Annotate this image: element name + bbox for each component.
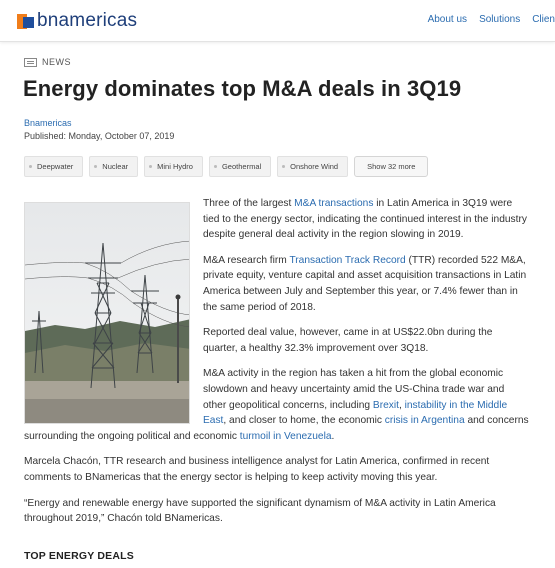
text: Reported deal value, however, came in at US$22.0bn during the quarter, a healthy 32.3% improvement over 3Q18. — [203, 327, 493, 354]
text: . — [331, 430, 335, 442]
article-title: Energy dominates top M&A deals in 3Q19 — [23, 76, 462, 101]
article-body — [24, 196, 529, 537]
link-turmoil-venezuela[interactable]: turmoil in Venezuela — [239, 430, 332, 442]
paragraph-5 — [24, 454, 529, 485]
show-more-tags-button[interactable]: Show 32 more — [354, 156, 428, 177]
link-brexit[interactable]: Brexit — [372, 399, 399, 411]
paragraph-4 — [24, 366, 529, 444]
tag-list — [24, 156, 428, 177]
paragraph-6 — [24, 496, 529, 527]
tag-mini-hydro[interactable]: Mini Hydro — [144, 156, 203, 177]
text: , and closer to home, the economic — [223, 415, 385, 427]
nav-solutions[interactable]: Solutions — [479, 14, 521, 25]
image-float-spacer — [24, 366, 203, 422]
text: M&A activity in the region has taken a hit from the global economic slowdown and heavy uncertainty amid the US-China trade war and other geopolitical concerns, including — [203, 368, 505, 411]
nav-about-us[interactable]: About us — [427, 14, 468, 25]
logo-mark-icon — [17, 14, 34, 29]
logo-text: bnamericas — [37, 10, 138, 31]
paragraph-3 — [203, 325, 529, 356]
text: , — [398, 399, 405, 411]
newspaper-icon — [24, 58, 37, 67]
article-author-link[interactable]: Bnamericas — [24, 118, 72, 128]
published-date: Published: Monday, October 07, 2019 — [24, 131, 175, 141]
nav-clients[interactable]: Clien — [532, 14, 555, 25]
top-bar — [0, 0, 555, 42]
section-label-text: NEWS — [42, 57, 71, 67]
tag-onshore-wind[interactable]: Onshore Wind — [277, 156, 348, 177]
section-subheading: TOP ENERGY DEALS — [24, 550, 134, 562]
text: Three of the largest — [203, 198, 295, 209]
bnamericas-logo[interactable] — [17, 10, 137, 32]
top-nav — [428, 14, 555, 25]
link-crisis-argentina[interactable]: crisis in Argentina — [384, 415, 465, 427]
paragraph-2 — [203, 253, 529, 315]
text: “Energy and renewable energy have supported the significant dynamism of M&A activity in Latin America throughout 2019,” Chacón told BNamericas. — [24, 497, 496, 525]
paragraph-1 — [203, 196, 529, 243]
text: in Latin America in 3Q19 were tied to the energy sector, indicating the continued interest in the industry despite general deal activity in the region slowing in 2019. — [203, 198, 527, 241]
tag-deepwater[interactable]: Deepwater — [24, 156, 83, 177]
tag-nuclear[interactable]: Nuclear — [89, 156, 138, 177]
text: Marcela Chacón, TTR research and business intelligence analyst for Latin America, confirmed in recent comments to BNamericas that the energy sector is helping to keep activity moving this year. — [24, 456, 490, 483]
section-label — [24, 57, 71, 67]
text: M&A research firm — [203, 254, 290, 266]
link-transaction-track-record[interactable]: Transaction Track Record — [289, 254, 406, 266]
text: (TTR) recorded 522 M&A, private equity, venture capital and asset acquisition transactions in Latin America between July and September this year, or 7.4% fewer than in the same period of 2018. — [203, 254, 527, 313]
link-middle-east[interactable]: instability in the Middle East — [203, 399, 508, 427]
link-ma-transactions[interactable]: M&A transactions — [294, 198, 374, 209]
text: and concerns surrounding the ongoing political and economic — [24, 415, 529, 442]
tag-geothermal[interactable]: Geothermal — [209, 156, 271, 177]
